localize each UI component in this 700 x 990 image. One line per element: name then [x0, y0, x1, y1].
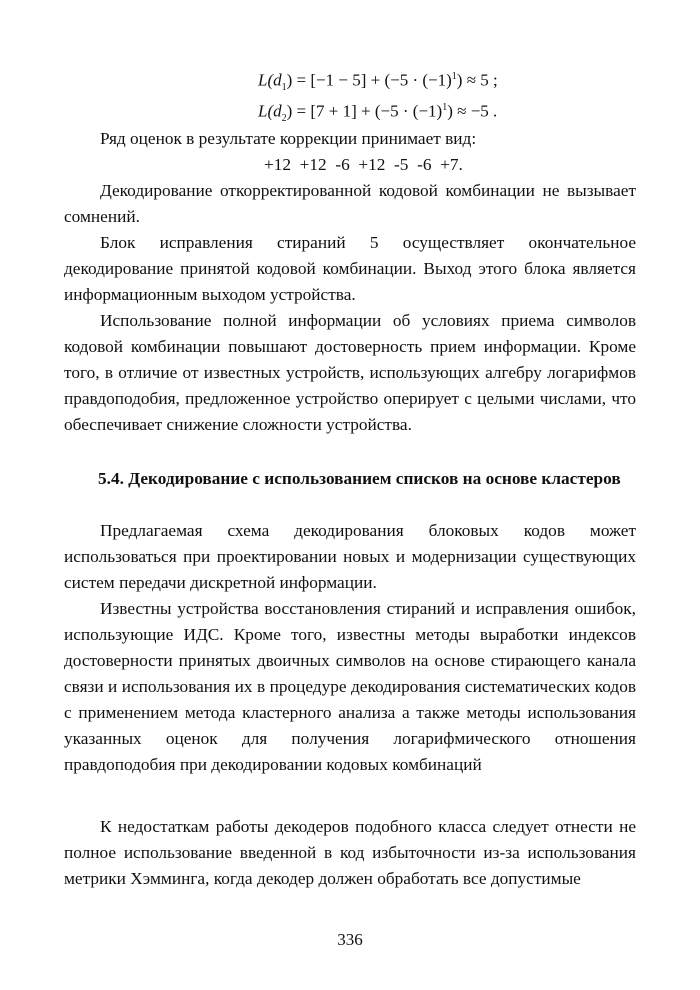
section-title: 5.4. Декодирование с использованием списков на основе кластеров	[98, 469, 621, 488]
formula-l-d1: $L(d_1) = [-1 - 5] + (-5 \cdot (-1)^1) \approx 5$ ;	[258, 70, 498, 94]
formula-l-d2: $L(d_2) = [7 + 1] + (-5 \cdot (-1)^1) \approx -5$ .	[258, 101, 498, 125]
paragraph-estimates-intro: Ряд оценок в результате коррекции принимает вид:	[100, 129, 477, 148]
paragraph-known-devices: Известны устройства восстановления стираний и исправления ошибок, использующие ИДС. Кроме того, известны методы выработки индексов достоверности принятых двоичных символов на основе стирающего канала связи и использования их в процедуре декодирования систематических кодов с применением метода кластерного анализа а также методы использования указанных оценок для получения логарифмического отношения правдоподобия при декодировании кодовых комбинаций	[64, 599, 636, 774]
paragraph-disadvantages: К недостаткам работы декодеров подобного класса следует отнести не полное использование введенной в код избыточности из-за использования метрики Хэмминга, когда декодер должен обработать все допустимые	[64, 817, 636, 888]
paragraph-erasure-block: Блок исправления стираний 5 осуществляет окончательное декодирование принятой кодовой комбинации. Выход этого блока является информационным выходом устройства.	[64, 233, 636, 304]
paragraph-full-information: Использование полной информации об условиях приема символов кодовой комбинации повышают достоверность прием информации. Кроме того, в отличие от известных устройств, использующих алгебру логарифмов правдоподобия, предложенное устройство оперирует с целыми числами, что обеспечивает снижение сложности устройства.	[64, 311, 636, 434]
estimates-sequence: +12 +12 -6 +12 -5 -6 +7.	[264, 155, 463, 174]
paragraph-decoding-no-doubt: Декодирование откорректированной кодовой комбинации не вызывает сомнений.	[64, 181, 636, 226]
paragraph-proposed-scheme: Предлагаемая схема декодирования блоковых кодов может использоваться при проектировании новых и модернизации существующих систем передачи дискретной информации.	[64, 521, 636, 592]
page-number: 336	[337, 930, 363, 949]
